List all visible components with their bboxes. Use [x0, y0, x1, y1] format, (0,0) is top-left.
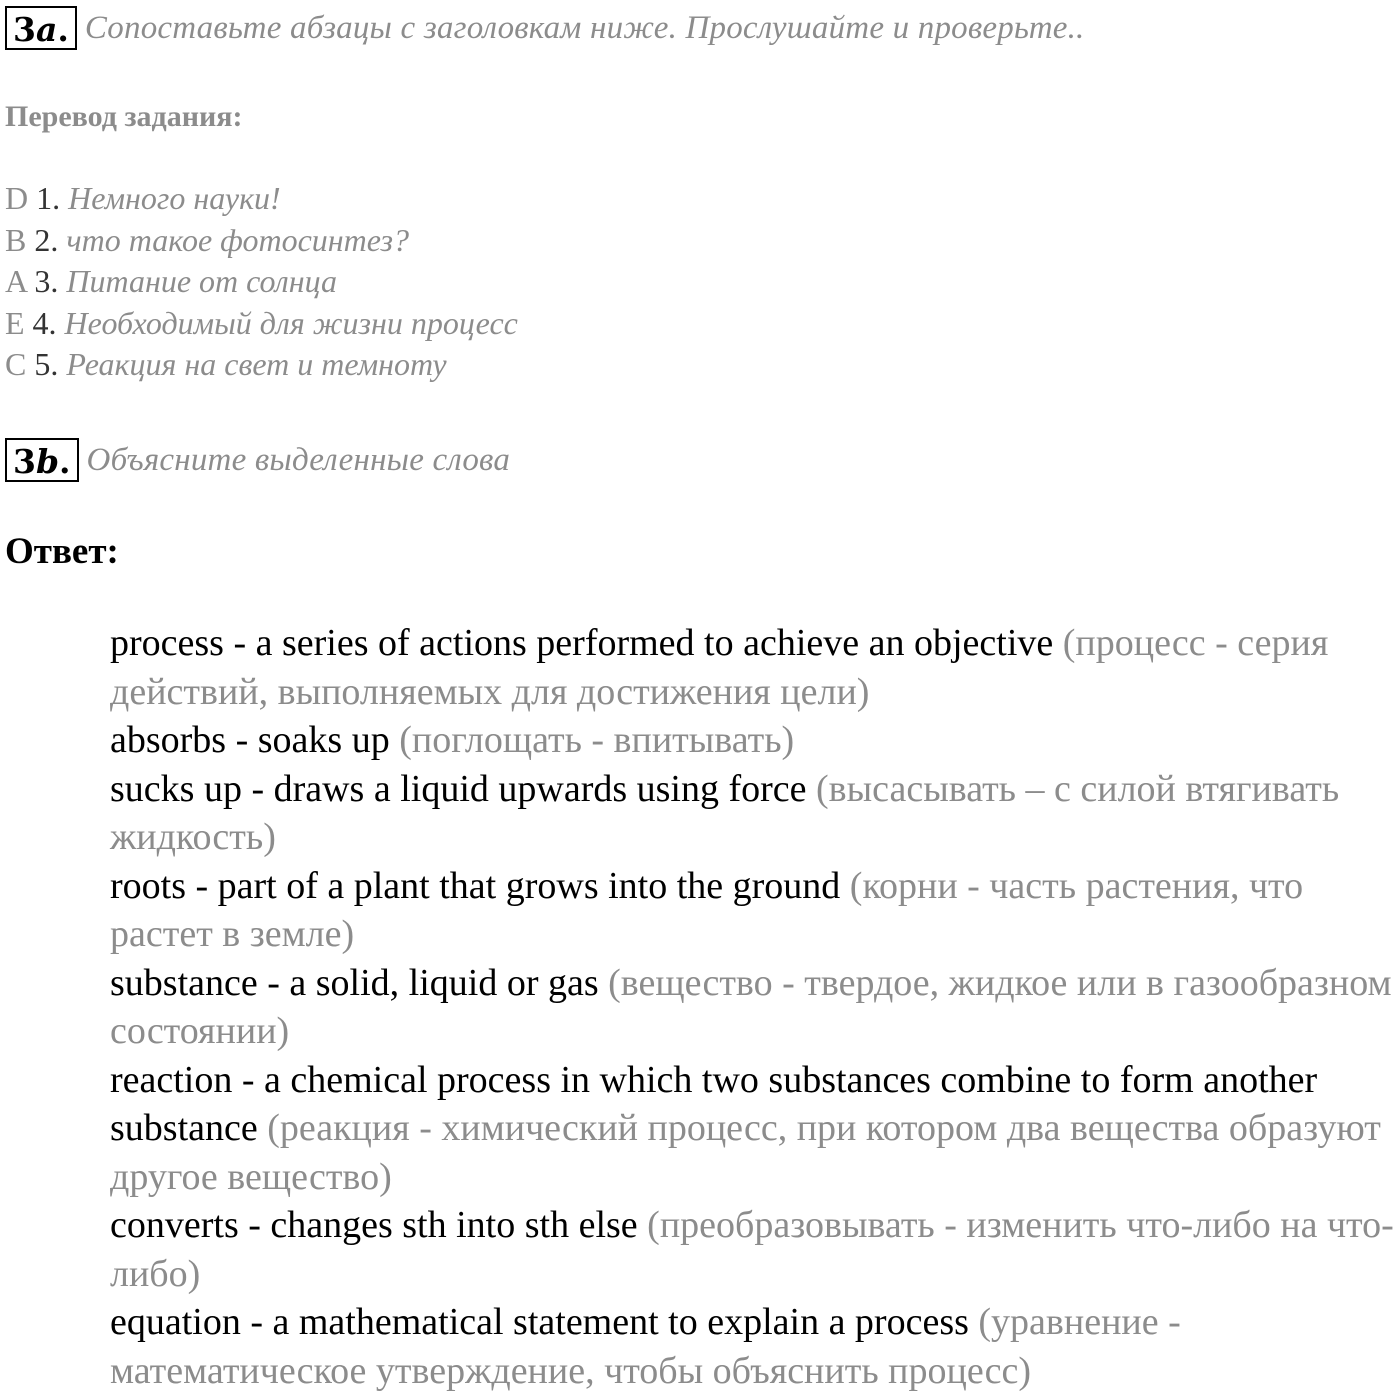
- definition-russian: (высасывать – с силой втягивать жидкость): [110, 767, 1340, 858]
- definition-entry: [110, 619, 1400, 716]
- match-number: 5.: [34, 346, 59, 382]
- definition-russian: (процесс - серия действий, выполняемых для достижения цели): [110, 622, 1329, 713]
- task-3b-header: [5, 438, 510, 482]
- task-instruction: Объясните выделенные слова: [86, 441, 511, 478]
- badge-letter: a: [35, 10, 58, 49]
- task-3a-header: [5, 6, 1085, 50]
- match-item: [5, 178, 518, 220]
- match-letter: C: [5, 346, 27, 382]
- badge-dot: .: [59, 442, 71, 481]
- definition-english: sucks up - draws a liquid upwards using force: [110, 767, 807, 810]
- badge-number: 3: [13, 442, 36, 481]
- definition-russian: (реакция - химический процесс, при котором два вещества образуют другое вещество): [110, 1107, 1381, 1198]
- definition-english: roots - part of a plant that grows into the ground: [110, 864, 841, 907]
- match-letter: B: [5, 221, 27, 258]
- match-title: Реакция на свет и темноту: [66, 346, 447, 382]
- task-number-badge: [5, 438, 79, 482]
- definition-russian: (уравнение - математическое утверждение, чтобы объяснить процесс): [110, 1301, 1181, 1392]
- definition-entry: [110, 1298, 1400, 1395]
- definition-russian: (корни - часть растения, что растет в земле): [110, 864, 1304, 955]
- match-item: [5, 344, 518, 386]
- match-item: [5, 220, 518, 262]
- match-title: Питание от солнца: [66, 263, 337, 299]
- definition-entry: [110, 959, 1400, 1056]
- definition-english: equation - a mathematical statement to explain a process: [110, 1301, 969, 1343]
- translation-heading: Перевод задания:: [5, 100, 243, 133]
- badge-letter: b: [35, 442, 60, 481]
- badge-number: 3: [13, 10, 36, 49]
- match-number: 2.: [34, 221, 59, 258]
- definition-english: converts - changes sth into sth else: [110, 1204, 638, 1246]
- definition-russian: (вещество - твердое, жидкое или в газообразном состоянии): [110, 961, 1392, 1052]
- match-letter: E: [5, 304, 25, 341]
- definition-entry: [110, 1201, 1400, 1298]
- match-title: Немного науки!: [68, 180, 281, 216]
- answer-body: [110, 619, 1400, 1395]
- task-number-badge: [5, 6, 77, 50]
- definition-russian: (преобразовывать - изменить что-либо на что-либо): [110, 1204, 1394, 1295]
- badge-dot: .: [57, 10, 69, 49]
- match-letter: D: [5, 180, 29, 216]
- match-title: Необходимый для жизни процесс: [64, 304, 518, 341]
- definition-english: substance - a solid, liquid or gas: [110, 961, 599, 1004]
- match-title: что такое фотосинтез?: [66, 221, 410, 258]
- definition-entry: [110, 765, 1400, 862]
- definition-english: process - a series of actions performed to achieve an objective: [110, 622, 1054, 664]
- definition-russian: (поглощать - впитывать): [399, 719, 795, 761]
- definition-entry: [110, 862, 1400, 959]
- definition-entry: [110, 1056, 1400, 1202]
- definition-entry: [110, 716, 1400, 765]
- match-number: 1.: [36, 180, 61, 216]
- match-number: 3.: [34, 263, 59, 299]
- definition-english: absorbs - soaks up: [110, 719, 390, 761]
- match-list: [5, 178, 518, 386]
- answer-label: Ответ:: [5, 531, 119, 572]
- match-item: [5, 303, 518, 345]
- match-item: [5, 261, 518, 303]
- match-number: 4.: [32, 304, 57, 341]
- definition-english: reaction - a chemical process in which two substances combine to form another substance: [110, 1058, 1318, 1149]
- task-instruction: Сопоставьте абзацы с заголовкам ниже. Прослушайте и проверьте..: [84, 9, 1085, 46]
- match-letter: A: [5, 263, 27, 299]
